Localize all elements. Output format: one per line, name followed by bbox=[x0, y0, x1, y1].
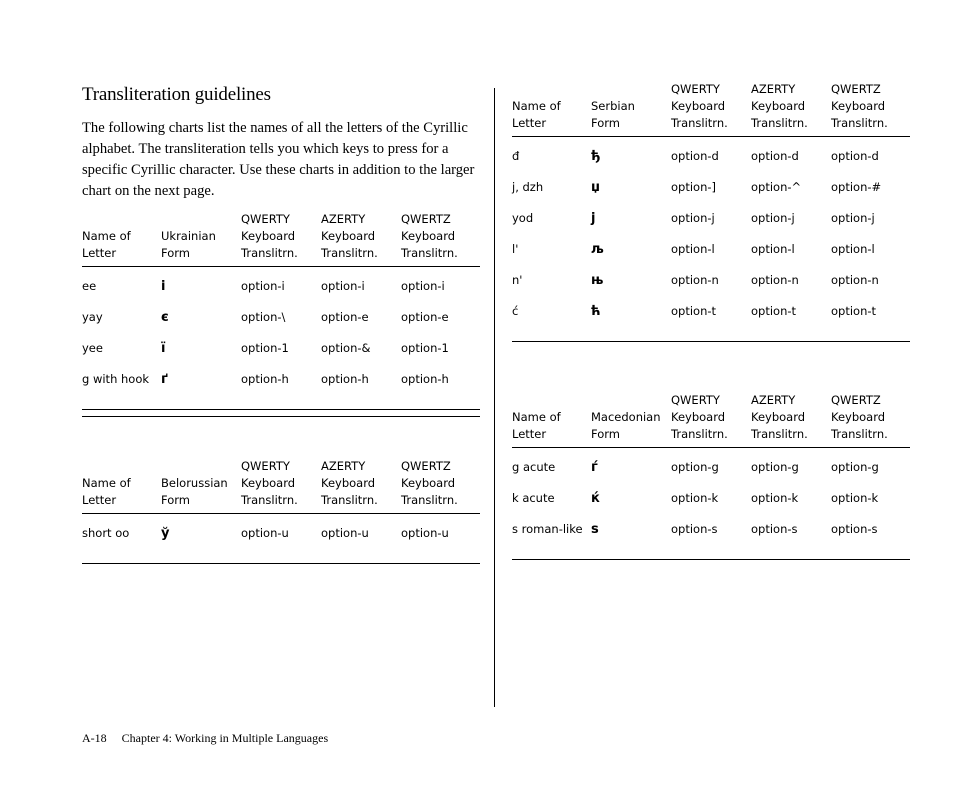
cyrillic-form: ї bbox=[161, 341, 166, 356]
cyrillic-form: ґ bbox=[161, 372, 168, 387]
table-row bbox=[512, 522, 910, 553]
cyrillic-form: џ bbox=[591, 180, 600, 195]
qwertz-keys: option-j bbox=[831, 211, 875, 225]
column-divider bbox=[494, 88, 495, 707]
letter-name: n' bbox=[512, 273, 523, 287]
letter-name: yee bbox=[82, 341, 103, 355]
qwerty-keys: option-t bbox=[671, 304, 717, 318]
qwerty-keys: option-n bbox=[671, 273, 719, 287]
letter-name: short oo bbox=[82, 526, 130, 540]
table-header bbox=[512, 84, 910, 137]
name-header: Name of Letter bbox=[512, 410, 561, 441]
table-header bbox=[82, 461, 480, 514]
qwerty-keys: option-] bbox=[671, 180, 717, 194]
table-row bbox=[512, 242, 910, 273]
cyrillic-form: ћ bbox=[591, 304, 601, 319]
qwertz-keys: option-k bbox=[831, 491, 879, 505]
letter-name: j, dzh bbox=[512, 180, 544, 194]
table-row bbox=[82, 279, 480, 310]
letter-name: yay bbox=[82, 310, 103, 324]
qwertz-keys: option-# bbox=[831, 180, 882, 194]
qwertz-keys: option-l bbox=[831, 242, 875, 256]
qwerty-keys: option-k bbox=[671, 491, 719, 505]
azerty-keys: option-e bbox=[321, 310, 369, 324]
azerty-header: AZERTY Keyboard Translitrn. bbox=[751, 82, 808, 130]
ukrainian-table bbox=[82, 214, 480, 410]
belorussian-table bbox=[82, 416, 480, 564]
azerty-keys: option-& bbox=[321, 341, 371, 355]
qwerty-header: QWERTY Keyboard Translitrn. bbox=[671, 393, 728, 441]
qwertz-keys: option-i bbox=[401, 279, 445, 293]
table-row bbox=[512, 211, 910, 242]
qwerty-keys: option-s bbox=[671, 522, 718, 536]
azerty-keys: option-i bbox=[321, 279, 365, 293]
section-title: Transliteration guidelines bbox=[82, 84, 271, 105]
qwertz-keys: option-d bbox=[831, 149, 879, 163]
cyrillic-form: њ bbox=[591, 273, 604, 288]
table-row bbox=[512, 491, 910, 522]
qwerty-header: QWERTY Keyboard Translitrn. bbox=[241, 212, 298, 260]
azerty-header: AZERTY Keyboard Translitrn. bbox=[321, 212, 378, 260]
cyrillic-form: ј bbox=[591, 211, 596, 226]
azerty-keys: option-s bbox=[751, 522, 798, 536]
azerty-keys: option-n bbox=[751, 273, 799, 287]
page-number: A-18 bbox=[82, 731, 107, 745]
table-row bbox=[512, 304, 910, 335]
table-row bbox=[82, 526, 480, 557]
qwerty-keys: option-1 bbox=[241, 341, 289, 355]
qwerty-keys: option-h bbox=[241, 372, 289, 386]
name-header: Name of Letter bbox=[82, 229, 131, 260]
qwerty-keys: option-g bbox=[671, 460, 719, 474]
qwertz-header: QWERTZ Keyboard Translitrn. bbox=[831, 82, 888, 130]
table-row bbox=[512, 180, 910, 211]
azerty-keys: option-h bbox=[321, 372, 369, 386]
qwertz-header: QWERTZ Keyboard Translitrn. bbox=[401, 212, 458, 260]
table-row bbox=[82, 341, 480, 372]
azerty-keys: option-u bbox=[321, 526, 369, 540]
macedonian-table bbox=[512, 351, 910, 560]
chapter-title: Chapter 4: Working in Multiple Languages bbox=[121, 731, 329, 745]
qwertz-keys: option-1 bbox=[401, 341, 449, 355]
form-header: Belorussian Form bbox=[161, 476, 228, 507]
azerty-keys: option-^ bbox=[751, 180, 802, 194]
letter-name: ć bbox=[512, 304, 519, 318]
table-body bbox=[512, 137, 910, 342]
qwertz-keys: option-e bbox=[401, 310, 449, 324]
azerty-keys: option-k bbox=[751, 491, 799, 505]
azerty-keys: option-j bbox=[751, 211, 795, 225]
name-header: Name of Letter bbox=[512, 99, 561, 130]
letter-name: đ bbox=[512, 149, 520, 163]
qwertz-header: QWERTZ Keyboard Translitrn. bbox=[401, 459, 458, 507]
letter-name: g with hook bbox=[82, 372, 150, 386]
azerty-keys: option-t bbox=[751, 304, 797, 318]
qwertz-keys: option-t bbox=[831, 304, 877, 318]
table-row bbox=[82, 310, 480, 341]
azerty-header: AZERTY Keyboard Translitrn. bbox=[751, 393, 808, 441]
qwerty-keys: option-u bbox=[241, 526, 289, 540]
qwertz-header: QWERTZ Keyboard Translitrn. bbox=[831, 393, 888, 441]
azerty-keys: option-l bbox=[751, 242, 795, 256]
cyrillic-form: ѓ bbox=[591, 460, 598, 475]
table-body bbox=[512, 448, 910, 560]
form-header: Macedonian Form bbox=[591, 410, 661, 441]
intro-paragraph: The following charts list the names of all the letters of the Cyrillic alphabet. The transliteration tells you which keys to press for a specific Cyrillic character. Use these charts in addition to the larger chart on the next page. bbox=[82, 120, 475, 199]
table-header bbox=[82, 214, 480, 267]
qwertz-keys: option-h bbox=[401, 372, 449, 386]
form-header: Serbian Form bbox=[591, 99, 635, 130]
table-body bbox=[82, 267, 480, 410]
cyrillic-form: ќ bbox=[591, 491, 600, 506]
letter-name: ee bbox=[82, 279, 97, 293]
letter-name: g acute bbox=[512, 460, 556, 474]
qwerty-keys: option-i bbox=[241, 279, 285, 293]
qwertz-keys: option-u bbox=[401, 526, 449, 540]
table-row bbox=[512, 460, 910, 491]
cyrillic-form: і bbox=[161, 279, 166, 294]
table-header bbox=[512, 395, 910, 448]
azerty-keys: option-d bbox=[751, 149, 799, 163]
serbian-table bbox=[512, 84, 910, 342]
qwertz-keys: option-n bbox=[831, 273, 879, 287]
form-header: Ukrainian Form bbox=[161, 229, 216, 260]
table-row bbox=[512, 149, 910, 180]
cyrillic-form: є bbox=[161, 310, 169, 325]
cyrillic-form: ђ bbox=[591, 149, 601, 164]
azerty-header: AZERTY Keyboard Translitrn. bbox=[321, 459, 378, 507]
azerty-keys: option-g bbox=[751, 460, 799, 474]
qwerty-keys: option-j bbox=[671, 211, 715, 225]
letter-name: s roman-like bbox=[512, 522, 583, 536]
qwertz-keys: option-s bbox=[831, 522, 878, 536]
qwerty-header: QWERTY Keyboard Translitrn. bbox=[671, 82, 728, 130]
qwerty-keys: option-\ bbox=[241, 310, 286, 324]
qwerty-header: QWERTY Keyboard Translitrn. bbox=[241, 459, 298, 507]
table-body bbox=[82, 514, 480, 564]
table-row bbox=[82, 372, 480, 403]
qwerty-keys: option-d bbox=[671, 149, 719, 163]
letter-name: yod bbox=[512, 211, 534, 225]
page-footer bbox=[82, 731, 328, 746]
name-header: Name of Letter bbox=[82, 476, 131, 507]
qwertz-keys: option-g bbox=[831, 460, 879, 474]
letter-name: k acute bbox=[512, 491, 555, 505]
letter-name: l' bbox=[512, 242, 519, 256]
cyrillic-form: ў bbox=[161, 526, 170, 541]
table-row bbox=[512, 273, 910, 304]
cyrillic-form: ѕ bbox=[591, 522, 599, 537]
cyrillic-form: љ bbox=[591, 242, 604, 257]
qwerty-keys: option-l bbox=[671, 242, 715, 256]
